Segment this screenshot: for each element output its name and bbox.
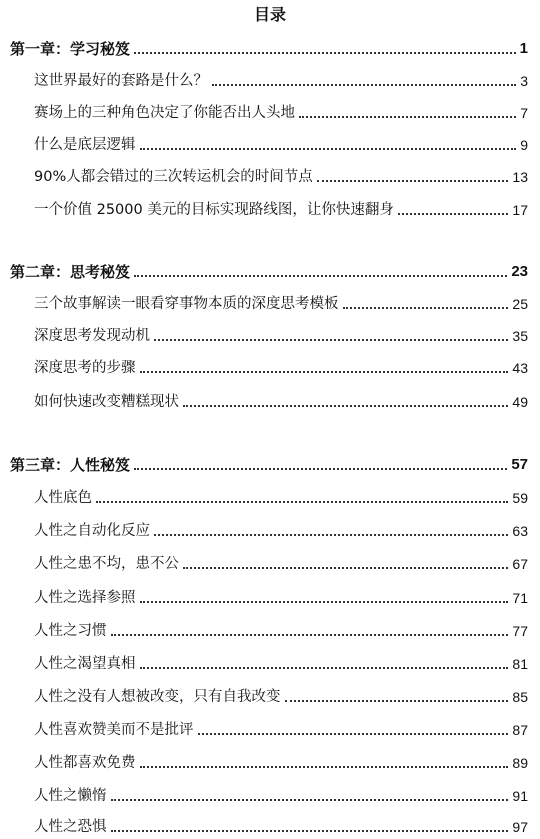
entry-title: 深度思考发现动机 (34, 328, 150, 344)
dot-leader (134, 52, 516, 54)
entry-title: 人性之没有人想被改变，只有自我改变 (34, 689, 281, 705)
toc-entry[interactable] (34, 323, 528, 345)
page-number: 1 (519, 40, 528, 57)
toc-chapter-1[interactable] (10, 36, 528, 58)
page-number: 13 (512, 169, 528, 185)
dot-leader (183, 567, 508, 569)
dot-leader (154, 339, 508, 341)
toc-entry[interactable] (34, 618, 528, 640)
toc-entry[interactable] (34, 585, 528, 607)
page-number: 35 (512, 328, 528, 344)
page-number: 87 (512, 722, 528, 738)
page-number: 9 (520, 137, 528, 153)
page-number: 3 (520, 73, 528, 89)
toc-entry[interactable] (34, 814, 528, 836)
page-number: 7 (520, 105, 528, 121)
entry-title: 人性喜欢赞美而不是批评 (34, 722, 194, 738)
toc-entry[interactable] (34, 750, 528, 772)
toc-entry[interactable] (34, 100, 528, 122)
page-number: 57 (511, 456, 528, 473)
toc-entry[interactable] (34, 291, 528, 313)
dot-leader (285, 700, 509, 702)
page-number: 25 (512, 296, 528, 312)
entry-title: 人性都喜欢免费 (34, 755, 136, 771)
page-number: 67 (512, 556, 528, 572)
chapter-title: 第二章：思考秘笈 (10, 263, 131, 281)
entry-title: 三个故事解读一眼看穿事物本质的深度思考模板 (34, 296, 339, 312)
page-number: 77 (512, 623, 528, 639)
entry-title: 人性之自动化反应 (34, 523, 150, 539)
toc-entry[interactable] (34, 68, 528, 90)
entry-title: 一个价值 25000 美元的目标实现路线图，让你快速翻身 (34, 202, 394, 218)
dot-leader (111, 799, 509, 801)
toc-entry[interactable] (34, 651, 528, 673)
dot-leader (140, 766, 509, 768)
page-number: 17 (512, 202, 528, 218)
entry-title: 深度思考的步骤 (34, 360, 136, 376)
page-number: 81 (512, 656, 528, 672)
toc-entry[interactable] (34, 684, 528, 706)
page-number: 23 (511, 263, 528, 280)
entry-title: 90%人都会错过的三次转运机会的时间节点 (34, 169, 313, 185)
dot-leader (140, 667, 509, 669)
page-number: 97 (512, 819, 528, 835)
toc-entry[interactable] (34, 485, 528, 507)
toc-entry[interactable] (34, 783, 528, 805)
page-number: 89 (512, 755, 528, 771)
dot-leader (111, 634, 509, 636)
chapter-title: 第一章：学习秘笈 (10, 40, 131, 58)
dot-leader (212, 84, 516, 86)
dot-leader (140, 148, 517, 150)
toc-chapter-2[interactable] (10, 259, 528, 281)
entry-title: 人性之懒惰 (34, 788, 107, 804)
dot-leader (343, 307, 509, 309)
page-number: 59 (512, 490, 528, 506)
entry-title: 人性之患不均，患不公 (34, 556, 179, 572)
dot-leader (299, 116, 516, 118)
page-number: 91 (512, 788, 528, 804)
dot-leader (317, 180, 509, 182)
toc-entry[interactable] (34, 518, 528, 540)
toc-entry[interactable] (34, 355, 528, 377)
dot-leader (111, 830, 509, 832)
page-number: 85 (512, 689, 528, 705)
dot-leader (96, 501, 508, 503)
dot-leader (183, 405, 508, 407)
dot-leader (134, 468, 507, 470)
page-number: 43 (512, 360, 528, 376)
toc-entry[interactable] (34, 717, 528, 739)
dot-leader (140, 371, 509, 373)
dot-leader (398, 213, 509, 215)
entry-title: 人性之选择参照 (34, 590, 136, 606)
toc-entry[interactable] (34, 132, 528, 154)
entry-title: 人性底色 (34, 490, 92, 506)
toc-entry[interactable] (34, 551, 528, 573)
toc-chapter-3[interactable] (10, 452, 528, 474)
dot-leader (140, 601, 509, 603)
chapter-title: 第三章：人性秘笈 (10, 456, 131, 474)
entry-title: 这世界最好的套路是什么？ (34, 73, 208, 89)
dot-leader (198, 733, 509, 735)
toc-entry[interactable] (34, 197, 528, 219)
page-number: 63 (512, 523, 528, 539)
page-number: 49 (512, 394, 528, 410)
entry-title: 赛场上的三种角色决定了你能否出人头地 (34, 105, 295, 121)
entry-title: 什么是底层逻辑 (34, 137, 136, 153)
entry-title: 如何快速改变糟糕现状 (34, 394, 179, 410)
toc-entry[interactable] (34, 389, 528, 411)
page-title: 目录 (253, 5, 286, 24)
entry-title: 人性之恐惧 (34, 819, 107, 835)
toc-entry[interactable] (34, 164, 528, 186)
entry-title: 人性之渴望真相 (34, 656, 136, 672)
dot-leader (134, 275, 507, 277)
entry-title: 人性之习惯 (34, 623, 107, 639)
dot-leader (154, 534, 508, 536)
page-number: 71 (512, 590, 528, 606)
